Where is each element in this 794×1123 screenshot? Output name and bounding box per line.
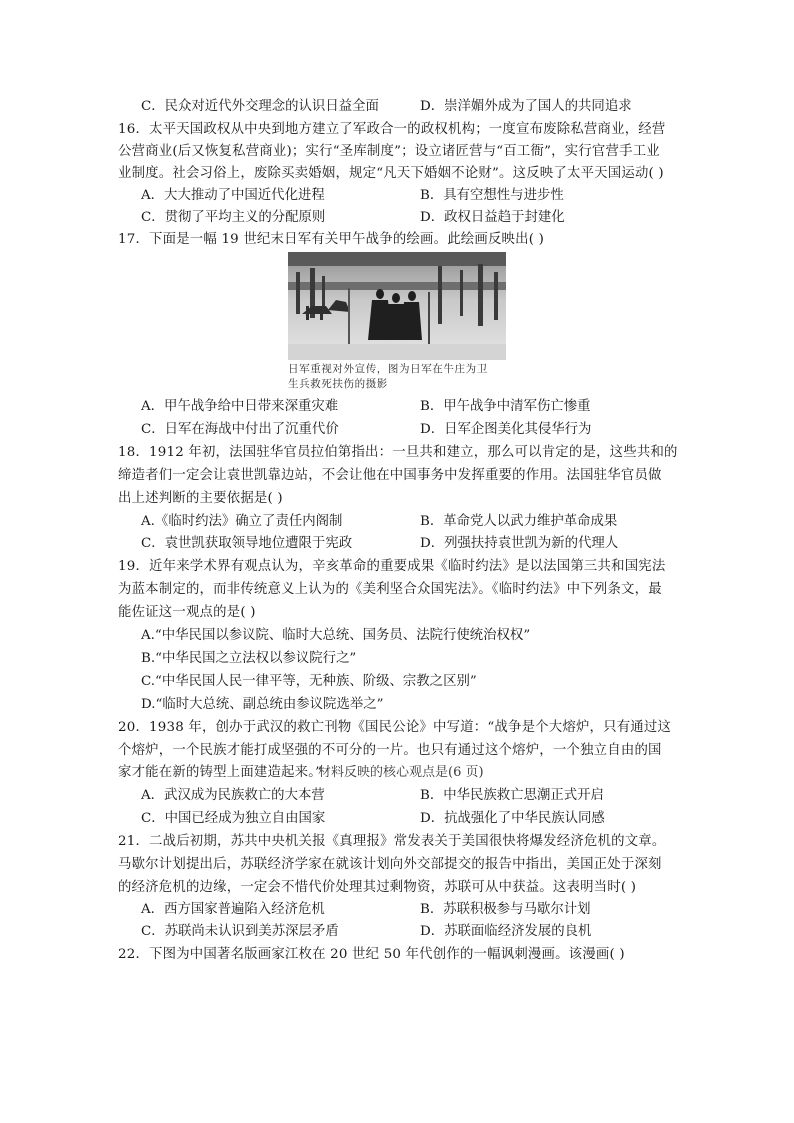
q16-option-a: A．大大推动了中国近代化进程 bbox=[141, 188, 325, 203]
q17-option-b: B．甲午战争中清军伤亡惨重 bbox=[420, 399, 591, 414]
q18-option-d: D．列强扶持袁世凯为新的代理人 bbox=[420, 536, 619, 551]
q18-option-b: B．革命党人以武力维护革命成果 bbox=[420, 514, 618, 529]
q18-option-c: C．袁世凯获取领导地位遭限于宪政 bbox=[141, 536, 353, 551]
q18-option-a: A.《临时约法》确立了责任内阁制 bbox=[141, 514, 343, 529]
q16-option-d: D．政权日益趋于封建化 bbox=[420, 210, 565, 225]
q17-option-c: C．日军在海战中付出了沉重代价 bbox=[141, 422, 339, 437]
q19-option-c: C.“中华民国人民一律平等，无种族、阶级、宗教之区别” bbox=[141, 674, 477, 689]
q15-option-d: D．崇洋媚外成为了国人的共同追求 bbox=[420, 99, 632, 114]
q20-overlapping-text: 材料反映的核心观点是(6 页) bbox=[318, 765, 484, 780]
q15-option-c: C．民众对近代外交理念的认识日益全面 bbox=[141, 99, 379, 114]
q18-stem-line-2: 缔造者们一定会让袁世凯靠边站，不会让他在中国事务中发挥重要的作用。法国驻华官员做 bbox=[118, 468, 662, 483]
q16-stem-line-1: 16．太平天国政权从中央到地方建立了军政合一的政权机构；一度宣布废除私营商业，经营 bbox=[118, 122, 666, 137]
q18-stem-line-3: 出上述判断的主要依据是( ) bbox=[118, 491, 283, 506]
q21-option-d: D．苏联面临经济发展的良机 bbox=[420, 924, 592, 939]
q20-stem-line-2: 个熔炉，一个民族才能打成坚强的不可分的一片。也只有通过这个熔炉，一个独立自由的国 bbox=[118, 743, 662, 758]
q21-option-c: C．苏联尚未认识到美苏深层矛盾 bbox=[141, 924, 339, 939]
war-painting-image bbox=[288, 252, 506, 360]
q21-option-a: A．西方国家普遍陷入经济危机 bbox=[141, 902, 325, 917]
q22-stem: 22．下图为中国著名版画家江枚在 20 世纪 50 年代创作的一幅讽刺漫画。该漫画( ) bbox=[118, 947, 625, 962]
q20-option-d: D．抗战强化了中华民族认同感 bbox=[420, 811, 605, 826]
q20-stem-line-1: 20．1938 年，创办于武汉的救亡刊物《国民公论》中写道：“战争是个大熔炉，只有通过这 bbox=[118, 720, 672, 735]
q16-stem-line-2: 公营商业(后又恢复私营商业)；实行“圣库制度”；设立诸匠营与“百工衙”，实行官营手工业 bbox=[118, 144, 660, 159]
q19-stem-line-2: 为蓝本制定的，而非传统意义上认为的《美利坚合众国宪法》。《临时约法》中下列条文，最 bbox=[118, 582, 662, 597]
q20-stem-line-3: 家才能在新的铸型上面建造起来。” bbox=[118, 765, 323, 780]
q17-war-painting bbox=[288, 252, 506, 360]
q17-stem: 17．下面是一幅 19 世纪末日军有关甲午战争的绘画。此绘画反映出( ) bbox=[118, 232, 545, 247]
q19-option-a: A.“中华民国以参议院、临时大总统、国务员、法院行使统治权权” bbox=[141, 628, 531, 643]
q19-option-d: D.“临时大总统、副总统由参议院选举之” bbox=[141, 697, 384, 712]
q17-caption-line-2: 生兵救死扶伤的摄影 bbox=[288, 378, 388, 390]
q19-option-b: B.“中华民国之立法权以参议院行之” bbox=[141, 651, 357, 666]
q20-option-c: C．中国已经成为独立自由国家 bbox=[141, 811, 326, 826]
q20-option-a: A．武汉成为民族救亡的大本营 bbox=[141, 788, 325, 803]
q21-stem-line-2: 马歇尔计划提出后，苏联经济学家在就该计划向外交部提交的报告中指出，美国正处于深刻 bbox=[118, 857, 662, 872]
q17-option-d: D．日军企图美化其侵华行为 bbox=[420, 422, 592, 437]
q19-stem-line-1: 19．近年来学术界有观点认为，辛亥革命的重要成果《临时约法》是以法国第三共和国宪法 bbox=[118, 559, 666, 574]
q17-caption-line-1: 日军重视对外宣传，图为日军在牛庄为卫 bbox=[288, 363, 488, 375]
q16-option-b: B．具有空想性与进步性 bbox=[420, 188, 564, 203]
q21-stem-line-1: 21．二战后初期，苏共中央机关报《真理报》常发表关于美国很快将爆发经济危机的文章。 bbox=[118, 834, 666, 849]
q17-option-a: A．甲午战争给中日带来深重灾难 bbox=[141, 399, 339, 414]
q20-option-b: B．中华民族救亡思潮正式开启 bbox=[420, 788, 604, 803]
q21-option-b: B．苏联积极参与马歇尔计划 bbox=[420, 902, 591, 917]
q16-stem-line-3: 业制度。社会习俗上，废除买卖婚姻，规定“凡天下婚姻不论财”。这反映了太平天国运动( ) bbox=[118, 166, 664, 181]
q19-stem-line-3: 能佐证这一观点的是( ) bbox=[118, 605, 256, 620]
q18-stem-line-1: 18．1912 年初，法国驻华官员拉伯第指出：一旦共和建立，那么可以肯定的是，这些共和的 bbox=[118, 445, 678, 460]
q21-stem-line-3: 的经济危机的边缘，一定会不惜代价处理其过剩物资，苏联可从中获益。这表明当时( ) bbox=[118, 880, 637, 895]
q16-option-c: C．贯彻了平均主义的分配原则 bbox=[141, 210, 326, 225]
